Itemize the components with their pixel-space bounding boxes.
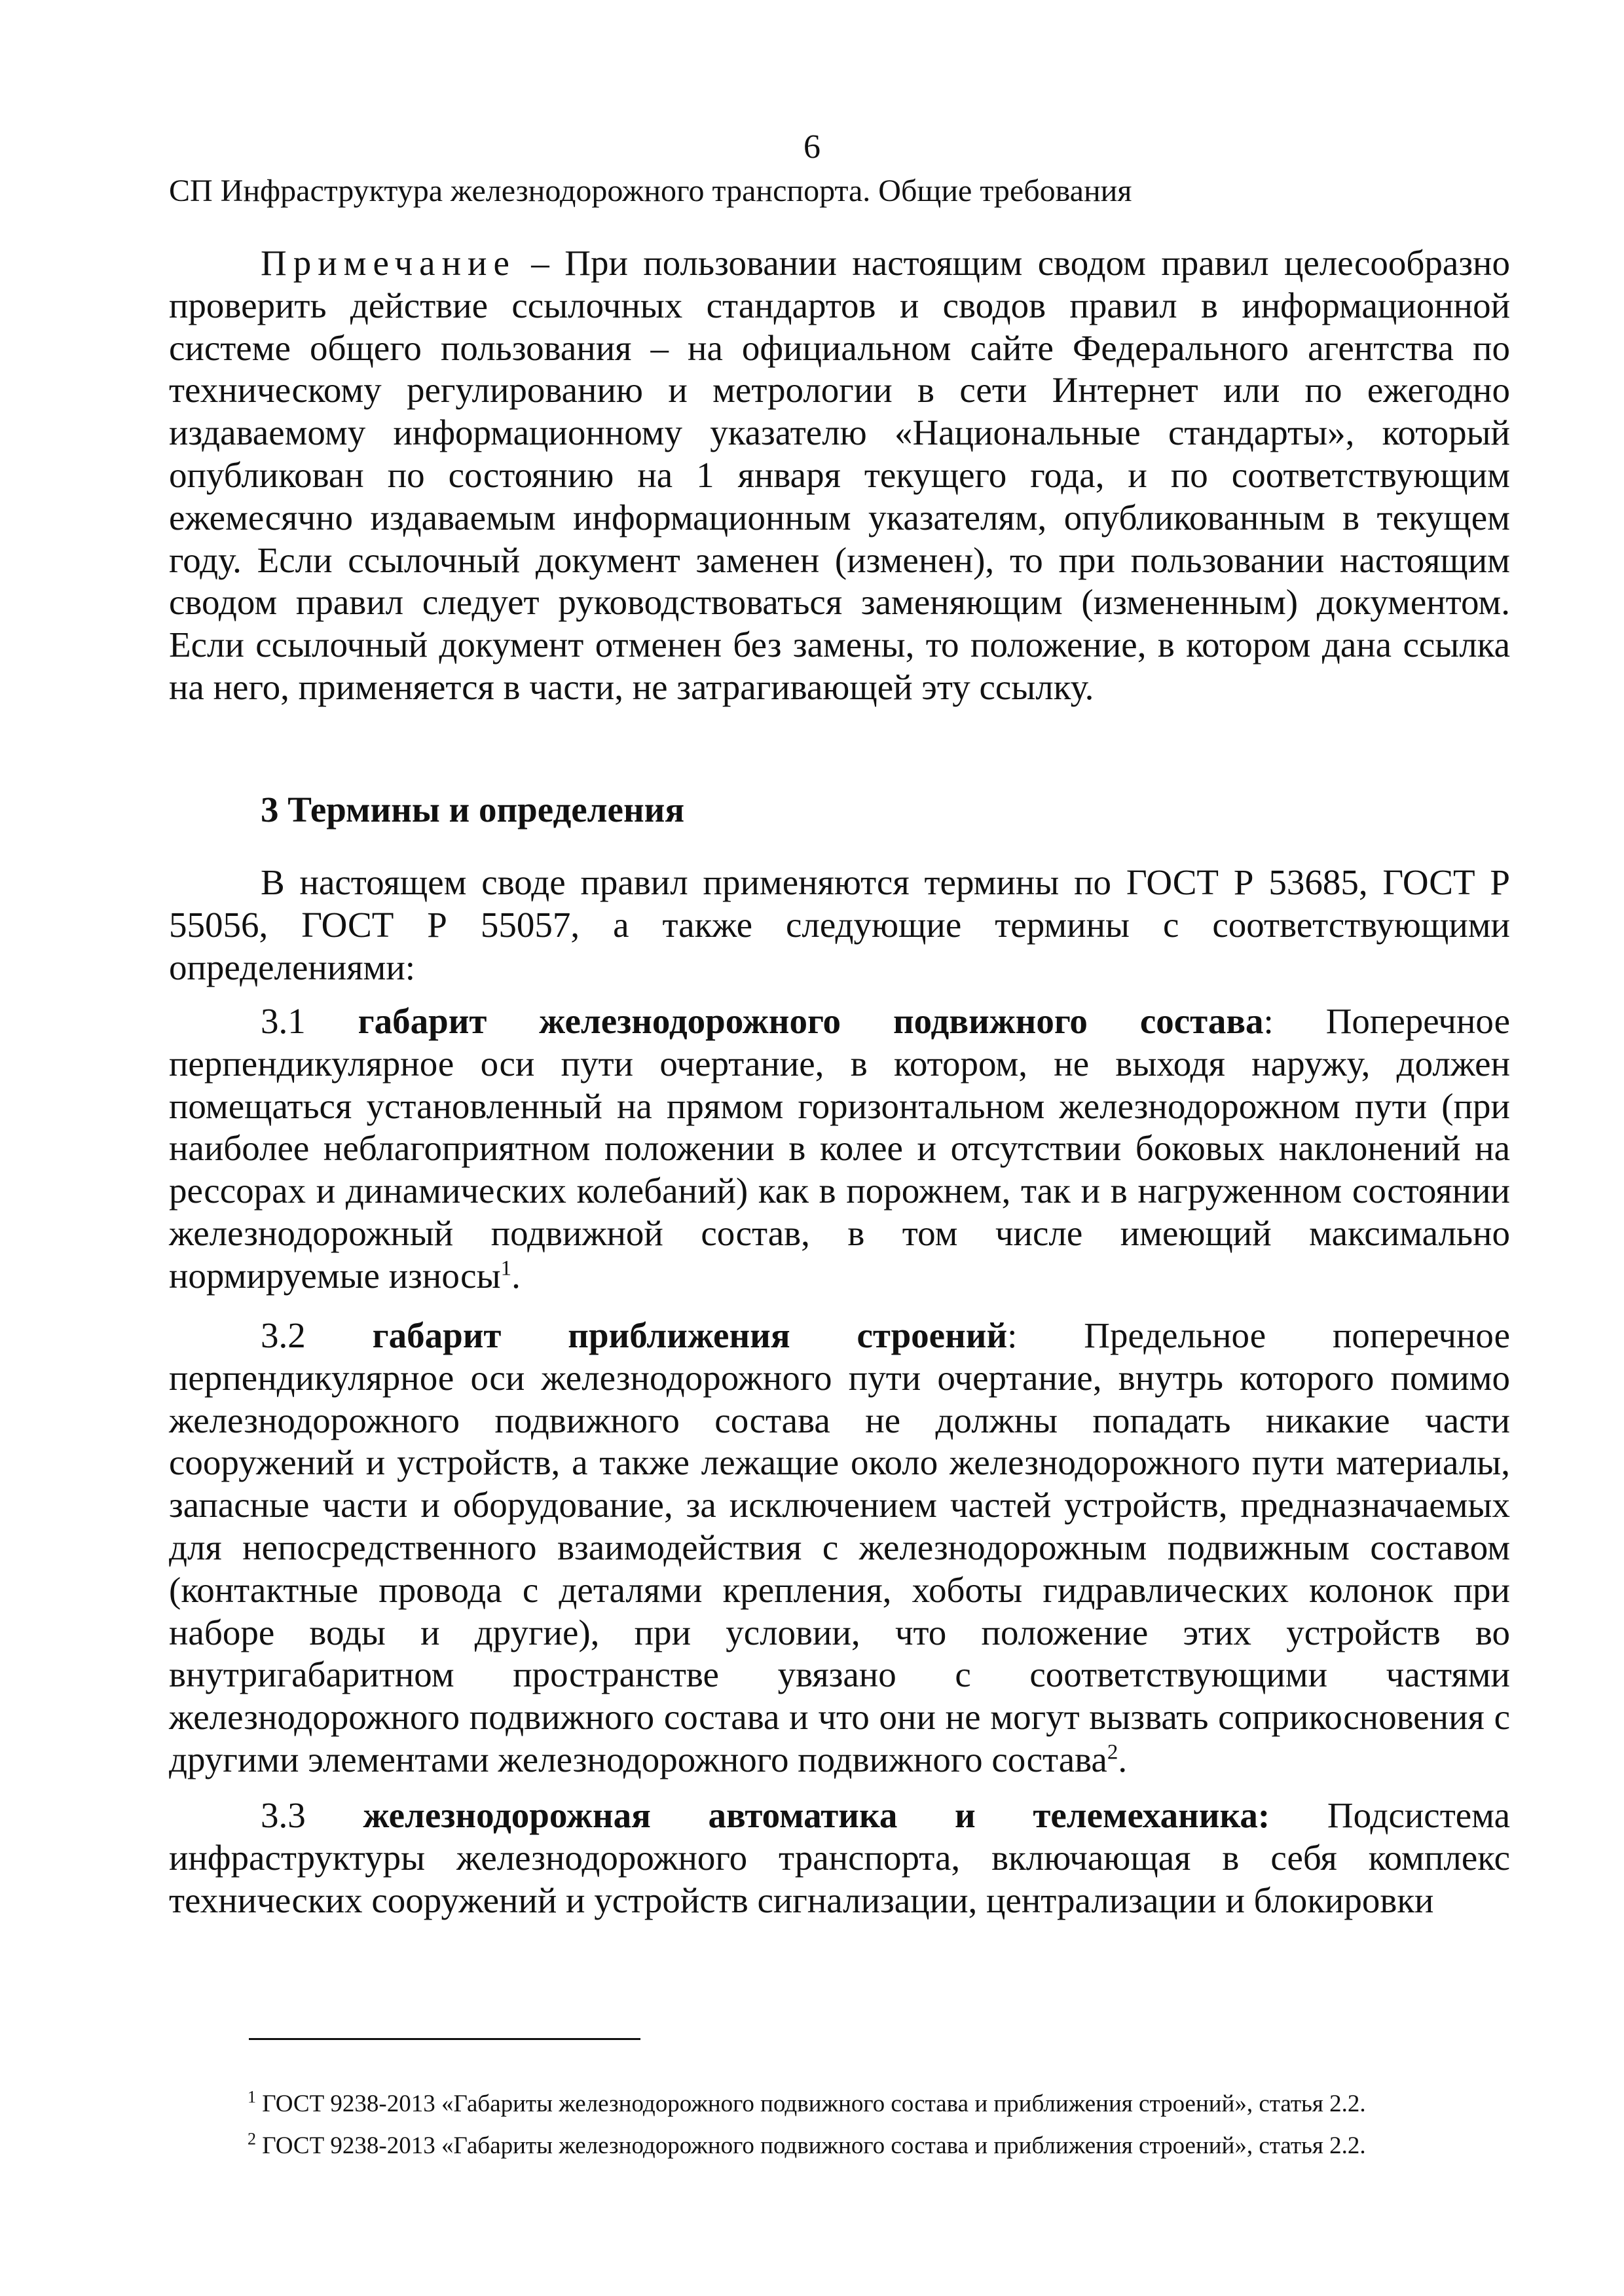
term-end: . [511, 1255, 521, 1296]
footnote-2 [248, 2129, 1366, 2160]
term-end: . [1118, 1739, 1128, 1779]
section-heading: 3 Термины и определения [261, 790, 685, 829]
term-title: габарит приближения строений [372, 1315, 1008, 1355]
section-intro-text: В настоящем своде правил применяются термины по ГОСТ Р 53685, ГОСТ Р 55056, ГОСТ Р 55057, а также следующие термины с соответствующими определениями: [169, 862, 1510, 987]
document-header: СП Инфраструктура железнодорожного транспорта. Общие требования [169, 173, 1132, 208]
term-definition: : Поперечное перпендикулярное оси пути очертание, в котором, не выходя наружу, должен помещаться установленный на прямом горизонтальном железнодорожном пути (при наиболее неблагоприятном положении в колее и отсутствии боковых наклонений на рессорах и динамических колебаний) как в порожнем, так и в нагруженном состоянии железнодорожный подвижной состав, в том числе имеющий максимально нормируемые износы [169, 1001, 1510, 1296]
term-number: 3.2 [261, 1315, 306, 1355]
term-title: железнодорожная автоматика и телемеханика: [363, 1795, 1270, 1835]
footnote-text: ГОСТ 9238-2013 «Габариты железнодорожного подвижного состава и приближения строений», статья 2.2. [256, 2132, 1366, 2159]
footnote-reference[interactable]: 2 [1107, 1740, 1118, 1764]
term-3-1 [169, 1000, 1510, 1298]
term-definition: : Предельное поперечное перпендикулярное оси железнодорожного пути очертание, внутрь которого помимо железнодорожного подвижного состава не должны попадать никакие части сооружений и устройств, а также лежащие около железнодорожного пути материалы, запасные части и оборудование, за исключением частей устройств, предназначаемых для непосредственного взаимодействия с железнодорожным подвижным составом (контактные провода с деталями крепления, хоботы гидравлических колонок при наборе воды и другие), при условии, что положение этих устройств во внутригабаритном пространстве увязано с соответствующими частями железнодорожного подвижного состава и что они не могут вызвать соприкосновения с другими элементами железнодорожного подвижного состава [169, 1315, 1510, 1779]
footnote-mark: 2 [248, 2129, 256, 2149]
section-intro [169, 862, 1510, 989]
term-3-2 [169, 1315, 1510, 1781]
note-label: Примечание [261, 243, 516, 283]
term-3-3 [169, 1795, 1510, 1922]
page-number: 6 [803, 128, 821, 166]
term-number: 3.3 [261, 1795, 306, 1835]
footnote-mark: 1 [248, 2087, 256, 2107]
note-text: – При пользовании настоящим сводом правил целесообразно проверить действие ссылочных стандартов и сводов правил в информационной системе общего пользования – на официальном сайте Федерального агентства по техническому регулированию и метрологии в сети Интернет или по ежегодно издаваемому информационному указателю «Национальные стандарты», который опубликован по состоянию на 1 января текущего года, и по соответствующим ежемесячно издаваемым информационным указателям, опубликованным в текущем году. Если ссылочный документ заменен (изменен), то при пользовании настоящим сводом правил следует руководствоваться заменяющим (измененным) документом. Если ссылочный документ отменен без замены, то положение, в котором дана ссылка на него, применяется в части, не затрагивающей эту ссылку. [169, 243, 1510, 707]
footnote-reference[interactable]: 1 [500, 1256, 512, 1281]
term-number: 3.1 [261, 1001, 306, 1041]
term-definition: Подсистема инфраструктуры железнодорожного транспорта, включающая в себя комплекс технических сооружений и устройств сигнализации, централизации и блокировки [169, 1795, 1511, 1920]
note-paragraph [169, 242, 1510, 709]
footnote-separator [249, 2038, 640, 2040]
footnote-1 [248, 2087, 1366, 2119]
term-title: габарит железнодорожного подвижного состава [358, 1001, 1264, 1041]
footnote-text: ГОСТ 9238-2013 «Габариты железнодорожного подвижного состава и приближения строений», статья 2.2. [256, 2090, 1366, 2117]
